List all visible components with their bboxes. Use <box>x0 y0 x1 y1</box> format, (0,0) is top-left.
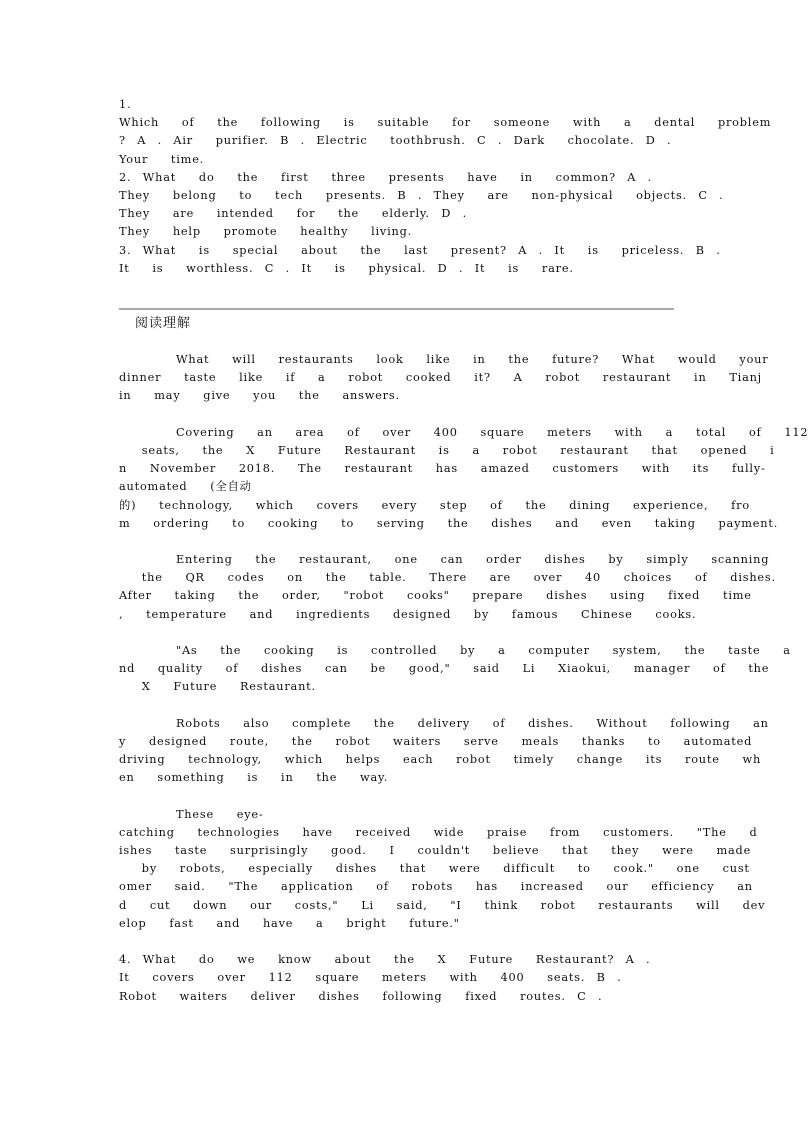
section-divider <box>119 308 674 310</box>
passage-text-line: in may give you the answers. <box>119 389 400 403</box>
passage-text-line: en something is in the way. <box>119 771 389 785</box>
question-text-line: They help promote healthy living. <box>119 225 413 239</box>
question-text-line: 1. <box>119 98 132 111</box>
question-text-line: It is worthless. C . It is physical. D . It is rare. <box>119 261 574 275</box>
passage-text-line: Robots also complete the delivery of dishes. Without following an <box>119 716 769 730</box>
passage-text-line: It covers over 112 square meters with 400 seats. B . <box>119 971 622 985</box>
question-text-line: ? A . Air purifier. B . Electric toothbrush. C . Dark chocolate. D . <box>119 134 672 148</box>
question-text-line: Your time. <box>119 152 205 166</box>
passage-text-line <box>119 788 674 806</box>
passage-text-line: elop fast and have a bright future." <box>119 916 460 930</box>
passage-text-line: d cut down our costs," Li said, "I think robot restaurants will dev <box>119 898 766 912</box>
passage-text-line: the QR codes on the table. There are over 40 choices of dishes. <box>119 571 776 585</box>
passage-text-line: Covering an area of over 400 square meters with a total of 112 <box>119 425 808 439</box>
passage-text-line <box>119 406 674 424</box>
passage-text-line <box>119 697 674 715</box>
passage-text-line: nd quality of dishes can be good," said Li Xiaokui, manager of the <box>119 662 770 676</box>
question-text-line: They belong to tech presents. B . They are non-physical objects. C . <box>119 188 724 202</box>
passage-text-line: , temperature and ingredients designed by famous Chinese cooks. <box>119 607 697 621</box>
passage-text-line: m ordering to cooking to serving the dishes and even taking payment. <box>119 516 779 530</box>
question-text-line: 3. What is special about the last present? A . It is priceless. B . <box>119 243 721 257</box>
passage-text-line: "As the cooking is controlled by a computer system, the taste a <box>119 644 791 657</box>
passage-text-line <box>119 624 674 642</box>
passage-text-line: automated (全自动 <box>119 480 252 494</box>
reading-passage <box>119 351 808 1006</box>
passage-text-line: What will restaurants look like in the future? What would your <box>119 353 769 366</box>
passage-text-line: n November 2018. The restaurant has amazed customers with its fully- <box>119 462 766 476</box>
passage-text-line: omer said. "The application of robots has increased our efficiency an <box>119 880 753 894</box>
passage-text-line: These eye- <box>119 807 264 821</box>
question-text-line: They are intended for the elderly. D . <box>119 207 467 221</box>
passage-text-line: 的) technology, which covers every step of the dining experience, fro <box>119 498 750 512</box>
question-text-line: 2. What do the first three presents have in common? A . <box>119 170 653 184</box>
question-text-line: Which of the following is suitable for someone with a dental problem <box>119 116 772 130</box>
passage-text-line: seats, the X Future Restaurant is a robot restaurant that opened i <box>119 443 775 457</box>
passage-text-line: dinner taste like if a robot cooked it? A robot restaurant in Tianj <box>119 371 762 385</box>
passage-text-line: catching technologies have received wide praise from customers. "The d <box>119 825 758 839</box>
passage-text-line: Robot waiters deliver dishes following fixed routes. C . <box>119 989 603 1003</box>
passage-text-line: Entering the restaurant, one can order dishes by simply scanning <box>119 553 770 567</box>
passage-text-line: After taking the order, "robot cooks" prepare dishes using fixed time <box>119 589 752 603</box>
passage-text-line <box>119 533 674 551</box>
passage-text-line: by robots, especially dishes that were difficult to cook." one cust <box>119 862 750 876</box>
questions-1-to-3 <box>119 96 772 278</box>
passage-text-line: driving technology, which helps each robot timely change its route wh <box>119 753 762 767</box>
passage-text-line: X Future Restaurant. <box>119 680 316 694</box>
passage-text-line <box>119 933 674 951</box>
passage-text-line: y designed route, the robot waiters serve meals thanks to automated <box>119 734 753 748</box>
passage-text-line: ishes taste surprisingly good. I couldn't believe that they were made <box>119 844 752 858</box>
section-title: 阅读理解 <box>135 316 192 331</box>
passage-text-line: 4. What do we know about the X Future Restaurant? A . <box>119 953 651 967</box>
